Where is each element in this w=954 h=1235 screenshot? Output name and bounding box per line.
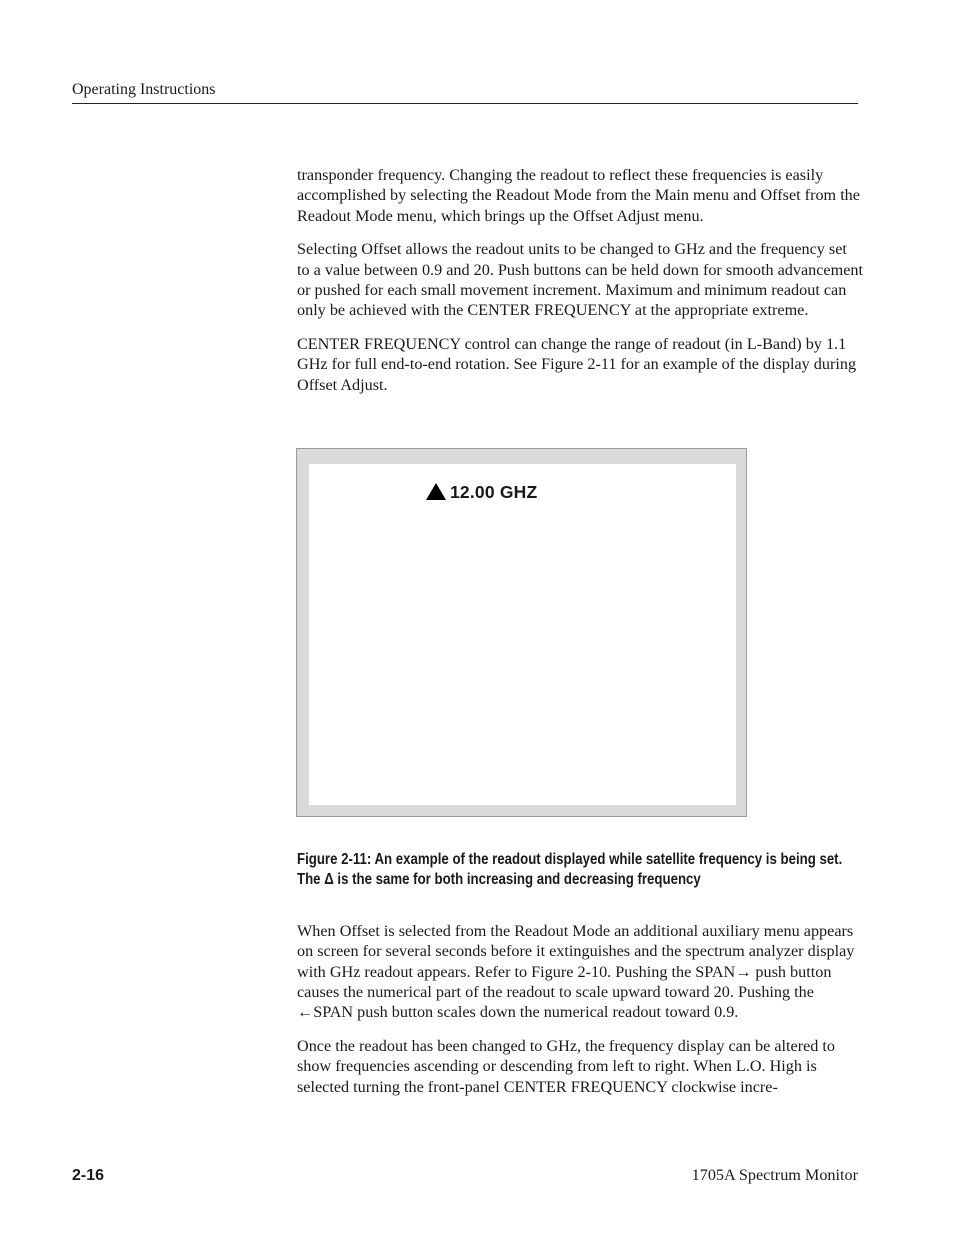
header-rule	[72, 103, 858, 104]
body-text-top	[297, 165, 863, 408]
paragraph: Once the readout has been changed to GHz, the frequency display can be altered to show frequencies ascending or descending from left to right. When L.O. High is selected turning the front-panel CENTER FREQUENCY clockwise incre-	[297, 1036, 836, 1096]
readout-value: 12.00 GHZ	[450, 482, 538, 502]
figure-display-frame	[296, 448, 747, 817]
footer-product-name: 1705A Spectrum Monitor	[691, 1166, 858, 1184]
delta-triangle-icon	[426, 483, 446, 500]
paragraph: CENTER FREQUENCY control can change the range of readout (in L-Band) by 1.1 GHz for full end-to-end rotation. See Figure 2-11 for an example of the display during Offset Adjust.	[297, 335, 857, 394]
frequency-readout	[426, 482, 537, 503]
figure-display-screen	[309, 464, 736, 805]
running-header: Operating Instructions	[72, 81, 216, 98]
paragraph: transponder frequency. Changing the readout to reflect these frequencies is easily accomplished by selecting the Readout Mode from the Main menu and Offset from the Readout Mode menu, which brings up the Offset Adjust menu.	[297, 166, 860, 225]
paragraph: When Offset is selected from the Readout Mode an additional auxiliary menu appears on screen for several seconds before it extinguishes and the spectrum analyzer display with GHz readout appears. Refer to Figure 2-10. Pushing the SPAN→ push button causes the numerical part of the readout to scale upward toward 20. Pushing the ←SPAN push button scales down the numerical readout toward 0.9.	[297, 922, 855, 1022]
figure-caption: Figure 2-11: An example of the readout displayed while satellite frequency is being set. The Δ is the same for both increasing and decreasing frequency	[297, 851, 843, 889]
body-text-bottom	[297, 921, 863, 1110]
page-number: 2-16	[72, 1167, 105, 1184]
paragraph: Selecting Offset allows the readout units to be changed to GHz and the frequency set to a value between 0.9 and 20. Push buttons can be held down for smooth advancement or pushed for each small movement increment. Maximum and minimum readout can only be achieved with the CENTER FREQUENCY at the appropriate extreme.	[297, 240, 863, 320]
